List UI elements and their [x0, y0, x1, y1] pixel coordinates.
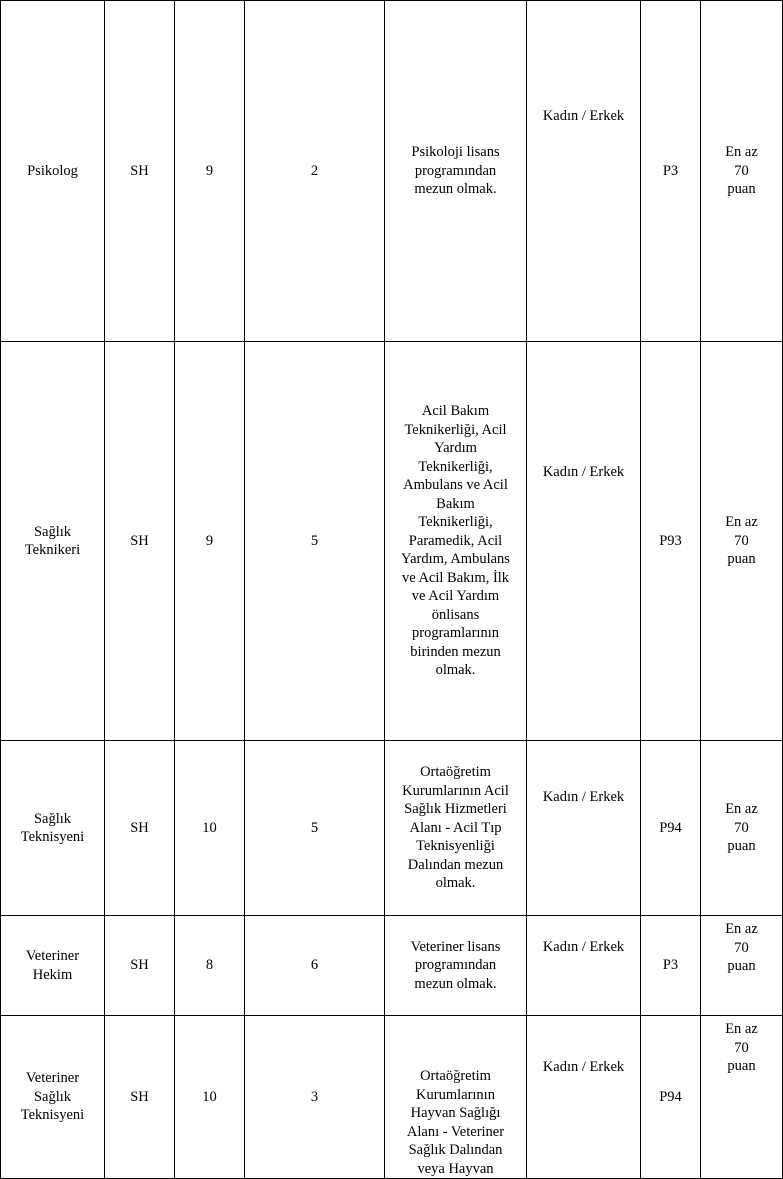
- position-title-cell: Veteriner Hekim: [1, 916, 105, 1016]
- gender-cell: Kadın / Erkek: [527, 1016, 641, 1179]
- table-row: [1, 916, 783, 1016]
- class-cell: SH: [105, 1, 175, 342]
- class-cell: SH: [105, 1016, 175, 1179]
- score-cell: En az 70 puan: [701, 342, 783, 741]
- position-title-cell: Psikolog: [1, 1, 105, 342]
- gender-cell: Kadın / Erkek: [527, 916, 641, 1016]
- position-title-cell: Veteriner Sağlık Teknisyeni: [1, 1016, 105, 1179]
- count-cell: 5: [245, 741, 385, 916]
- grade-cell: 9: [175, 1, 245, 342]
- requirement-cell: Psikoloji lisans programından mezun olmak.: [385, 1, 527, 342]
- grade-cell: 10: [175, 741, 245, 916]
- requirement-cell: Veteriner lisans programından mezun olmak.: [385, 916, 527, 1016]
- count-cell: 5: [245, 342, 385, 741]
- table-row: [1, 1, 783, 342]
- gender-cell: Kadın / Erkek: [527, 741, 641, 916]
- kpss-cell: P94: [641, 741, 701, 916]
- count-cell: 6: [245, 916, 385, 1016]
- requirement-cell: Acil Bakım Teknikerliği, Acil Yardım Teknikerliği, Ambulans ve Acil Bakım Teknikerliği, Paramedik, Acil Yardım, Ambulans ve Acil Bakım, İlk ve Acil Yardım önlisans programlarının birinden mezun olmak.: [385, 342, 527, 741]
- count-cell: 3: [245, 1016, 385, 1179]
- kpss-cell: P93: [641, 342, 701, 741]
- requirement-cell: Ortaöğretim Kurumlarının Acil Sağlık Hizmetleri Alanı - Acil Tıp Teknisyenliği Dalından mezun olmak.: [385, 741, 527, 916]
- table-row: [1, 1016, 783, 1179]
- score-cell: En az 70 puan: [701, 1016, 783, 1179]
- grade-cell: 9: [175, 342, 245, 741]
- score-cell: En az 70 puan: [701, 741, 783, 916]
- class-cell: SH: [105, 916, 175, 1016]
- score-cell: En az 70 puan: [701, 916, 783, 1016]
- position-title-cell: Sağlık Teknikeri: [1, 342, 105, 741]
- kpss-cell: P3: [641, 1, 701, 342]
- position-title-cell: Sağlık Teknisyeni: [1, 741, 105, 916]
- gender-cell: Kadın / Erkek: [527, 342, 641, 741]
- gender-cell: Kadın / Erkek: [527, 1, 641, 342]
- class-cell: SH: [105, 342, 175, 741]
- kpss-cell: P94: [641, 1016, 701, 1179]
- class-cell: SH: [105, 741, 175, 916]
- count-cell: 2: [245, 1, 385, 342]
- kpss-cell: P3: [641, 916, 701, 1016]
- grade-cell: 8: [175, 916, 245, 1016]
- requirement-cell: Ortaöğretim Kurumlarının Hayvan Sağlığı Alanı - Veteriner Sağlık Dalından veya Hayvan: [385, 1016, 527, 1179]
- table-row: [1, 342, 783, 741]
- grade-cell: 10: [175, 1016, 245, 1179]
- table-row: [1, 741, 783, 916]
- score-cell: En az 70 puan: [701, 1, 783, 342]
